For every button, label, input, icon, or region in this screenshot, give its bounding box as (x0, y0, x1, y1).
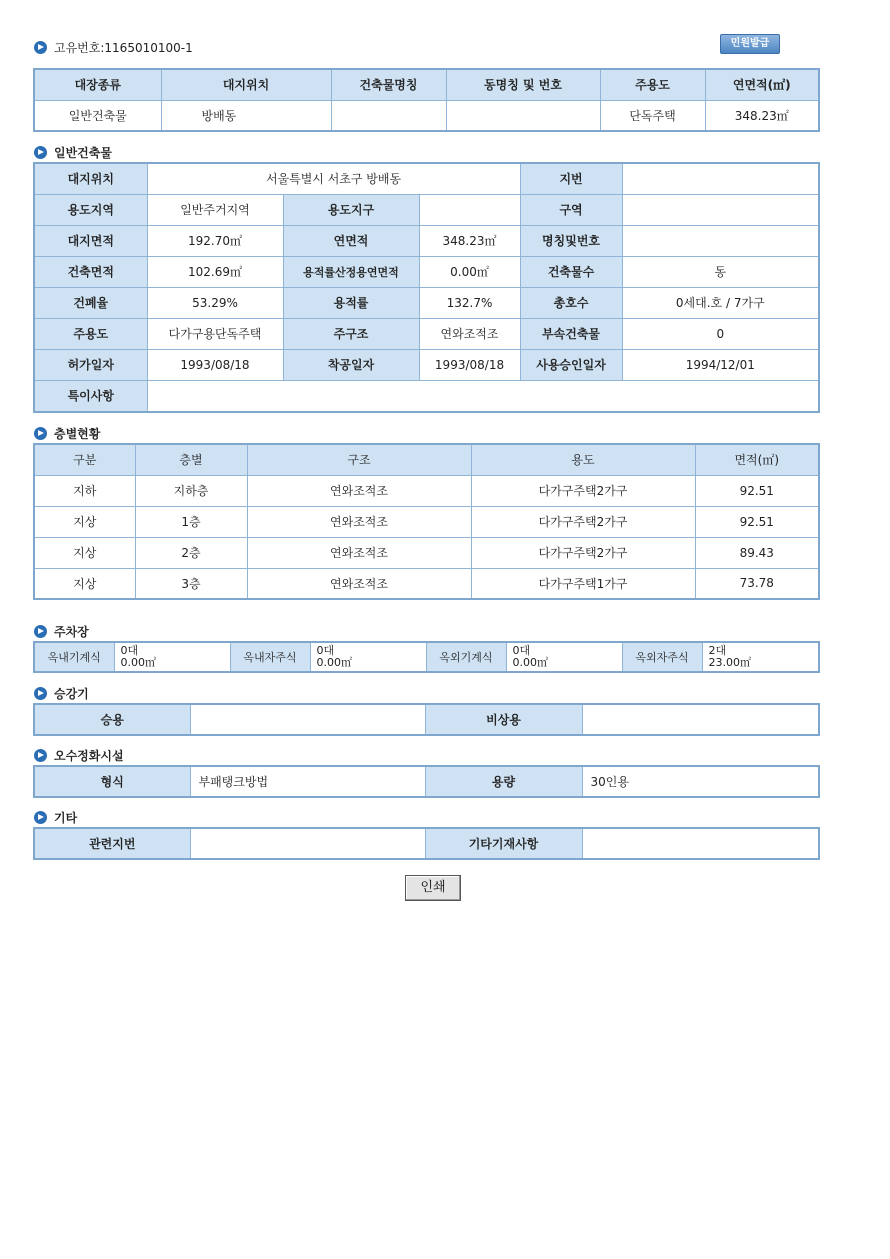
use-district-value (419, 194, 520, 225)
households-value: 0세대.호 / 7가구 (622, 287, 819, 318)
sewage-capacity-label: 용량 (425, 766, 582, 797)
floor-structure: 연와조적조 (247, 537, 471, 568)
arrow-bullet-icon (34, 749, 47, 762)
approval-date-label: 사용승인일자 (520, 349, 622, 380)
floors-section-heading (34, 425, 100, 442)
floors-section-title: 층별현황 (54, 427, 101, 441)
sewage-section-title: 오수정화시설 (54, 749, 124, 763)
floor-level: 3층 (135, 568, 247, 599)
parking-outdoor-self-value (702, 642, 819, 672)
print-button[interactable]: 인쇄 (405, 875, 461, 901)
parking-outdoor-self-label: 옥외자주식 (622, 642, 702, 672)
main-use-value: 다가구용단독주택 (147, 318, 283, 349)
far-calc-area-label: 용적률산정용연면적 (283, 256, 419, 287)
households-label: 총호수 (520, 287, 622, 318)
elevator-section-heading (34, 685, 89, 702)
floor-area: 73.78 (695, 568, 819, 599)
etc-table (33, 827, 820, 860)
summary-header: 대지위치 (161, 69, 331, 100)
floors-header: 구조 (247, 444, 471, 475)
general-section-heading (34, 144, 112, 161)
summary-value (446, 100, 600, 131)
summary-value: 방배동 (161, 100, 331, 131)
unique-no-text: 고유번호:1165010100-1 (54, 41, 193, 55)
arrow-bullet-icon (34, 625, 47, 638)
zone-area-value (622, 194, 819, 225)
far-calc-area-value: 0.00㎡ (419, 256, 520, 287)
use-zone-value: 일반주거지역 (147, 194, 283, 225)
parking-indoor-mech-value (114, 642, 230, 672)
elevator-emergency-label: 비상용 (425, 704, 582, 735)
summary-value: 348.23㎡ (705, 100, 819, 131)
floor-level: 지하층 (135, 475, 247, 506)
floor-use: 다가구주택2가구 (471, 506, 695, 537)
arrow-bullet-icon (34, 427, 47, 440)
site-location-value: 서울특별시 서초구 방배동 (147, 163, 520, 194)
building-area-label: 건축면적 (34, 256, 147, 287)
start-date-value: 1993/08/18 (419, 349, 520, 380)
floor-area: 89.43 (695, 537, 819, 568)
num-buildings-value: 동 (622, 256, 819, 287)
summary-value (331, 100, 446, 131)
coverage-value: 53.29% (147, 287, 283, 318)
parking-indoor-self-value (310, 642, 426, 672)
floor-category: 지하 (34, 475, 135, 506)
floors-header: 층별 (135, 444, 247, 475)
sewage-table (33, 765, 820, 798)
parking-section-heading (34, 623, 89, 640)
main-structure-label: 주구조 (283, 318, 419, 349)
table-row (34, 475, 819, 506)
summary-value: 단독주택 (600, 100, 705, 131)
etc-section-heading (34, 809, 77, 826)
floors-table (33, 443, 820, 600)
parking-indoor-self-label: 옥내자주식 (230, 642, 310, 672)
elevator-emergency-value (582, 704, 819, 735)
table-row (34, 506, 819, 537)
lot-no-value (622, 163, 819, 194)
parking-area: 0.00㎡ (512, 656, 548, 669)
unique-no-heading (34, 39, 193, 56)
main-structure-value: 연와조적조 (419, 318, 520, 349)
name-no-label: 명칭및번호 (520, 225, 622, 256)
floor-category: 지상 (34, 568, 135, 599)
floor-level: 1층 (135, 506, 247, 537)
lot-no-label: 지번 (520, 163, 622, 194)
total-floor-area-label: 연면적 (283, 225, 419, 256)
floors-header: 구분 (34, 444, 135, 475)
other-notes-value (582, 828, 819, 859)
related-lot-label: 관련지번 (34, 828, 190, 859)
parking-area: 0.00㎡ (120, 656, 156, 669)
num-buildings-label: 건축물수 (520, 256, 622, 287)
start-date-label: 착공일자 (283, 349, 419, 380)
parking-area: 0.00㎡ (316, 656, 352, 669)
related-lot-value (190, 828, 425, 859)
coverage-label: 건폐율 (34, 287, 147, 318)
general-section-title: 일반건축물 (54, 146, 112, 160)
floor-use: 다가구주택2가구 (471, 537, 695, 568)
floor-use: 다가구주택2가구 (471, 475, 695, 506)
main-use-label: 주용도 (34, 318, 147, 349)
approval-date-value: 1994/12/01 (622, 349, 819, 380)
building-area-value: 102.69㎡ (147, 256, 283, 287)
table-row (34, 537, 819, 568)
parking-count: 0대 (316, 644, 335, 657)
summary-table (33, 68, 820, 132)
issue-document-button[interactable]: 민원발급 (720, 34, 780, 54)
parking-outdoor-mech-label: 옥외기계식 (426, 642, 506, 672)
floor-structure: 연와조적조 (247, 568, 471, 599)
total-floor-area-value: 348.23㎡ (419, 225, 520, 256)
summary-header: 연면적(㎡) (705, 69, 819, 100)
parking-outdoor-mech-value (506, 642, 622, 672)
arrow-bullet-icon (34, 811, 47, 824)
table-row (34, 568, 819, 599)
use-district-label: 용도지구 (283, 194, 419, 225)
sewage-section-heading (34, 747, 124, 764)
floor-category: 지상 (34, 537, 135, 568)
summary-header: 대장종류 (34, 69, 161, 100)
elevator-passenger-label: 승용 (34, 704, 190, 735)
floors-header: 용도 (471, 444, 695, 475)
sewage-type-value: 부패탱크방법 (190, 766, 425, 797)
parking-count: 2대 (708, 644, 727, 657)
arrow-bullet-icon (34, 146, 47, 159)
notes-label: 특이사항 (34, 380, 147, 412)
use-zone-label: 용도지역 (34, 194, 147, 225)
floor-structure: 연와조적조 (247, 506, 471, 537)
parking-table (33, 641, 820, 673)
permit-date-value: 1993/08/18 (147, 349, 283, 380)
parking-count: 0대 (512, 644, 531, 657)
land-area-label: 대지면적 (34, 225, 147, 256)
floor-use: 다가구주택1가구 (471, 568, 695, 599)
annex-value: 0 (622, 318, 819, 349)
far-label: 용적률 (283, 287, 419, 318)
zone-area-label: 구역 (520, 194, 622, 225)
parking-indoor-mech-label: 옥내기계식 (34, 642, 114, 672)
notes-value (147, 380, 819, 412)
land-area-value: 192.70㎡ (147, 225, 283, 256)
far-value: 132.7% (419, 287, 520, 318)
summary-header: 주용도 (600, 69, 705, 100)
parking-count: 0대 (120, 644, 139, 657)
floors-header: 면적(㎡) (695, 444, 819, 475)
elevator-section-title: 승강기 (54, 687, 89, 701)
arrow-bullet-icon (34, 41, 47, 54)
sewage-capacity-value: 30인용 (582, 766, 819, 797)
parking-section-title: 주차장 (54, 625, 89, 639)
floor-area: 92.51 (695, 475, 819, 506)
annex-label: 부속건축물 (520, 318, 622, 349)
floor-level: 2층 (135, 537, 247, 568)
general-table (33, 162, 820, 413)
sewage-type-label: 형식 (34, 766, 190, 797)
elevator-passenger-value (190, 704, 425, 735)
floor-area: 92.51 (695, 506, 819, 537)
site-location-label: 대지위치 (34, 163, 147, 194)
arrow-bullet-icon (34, 687, 47, 700)
parking-area: 23.00㎡ (708, 656, 751, 669)
summary-header: 건축물명칭 (331, 69, 446, 100)
summary-header: 동명칭 및 번호 (446, 69, 600, 100)
floor-category: 지상 (34, 506, 135, 537)
elevator-table (33, 703, 820, 736)
permit-date-label: 허가일자 (34, 349, 147, 380)
floor-structure: 연와조적조 (247, 475, 471, 506)
name-no-value (622, 225, 819, 256)
other-notes-label: 기타기재사항 (425, 828, 582, 859)
etc-section-title: 기타 (54, 811, 78, 825)
summary-value: 일반건축물 (34, 100, 161, 131)
